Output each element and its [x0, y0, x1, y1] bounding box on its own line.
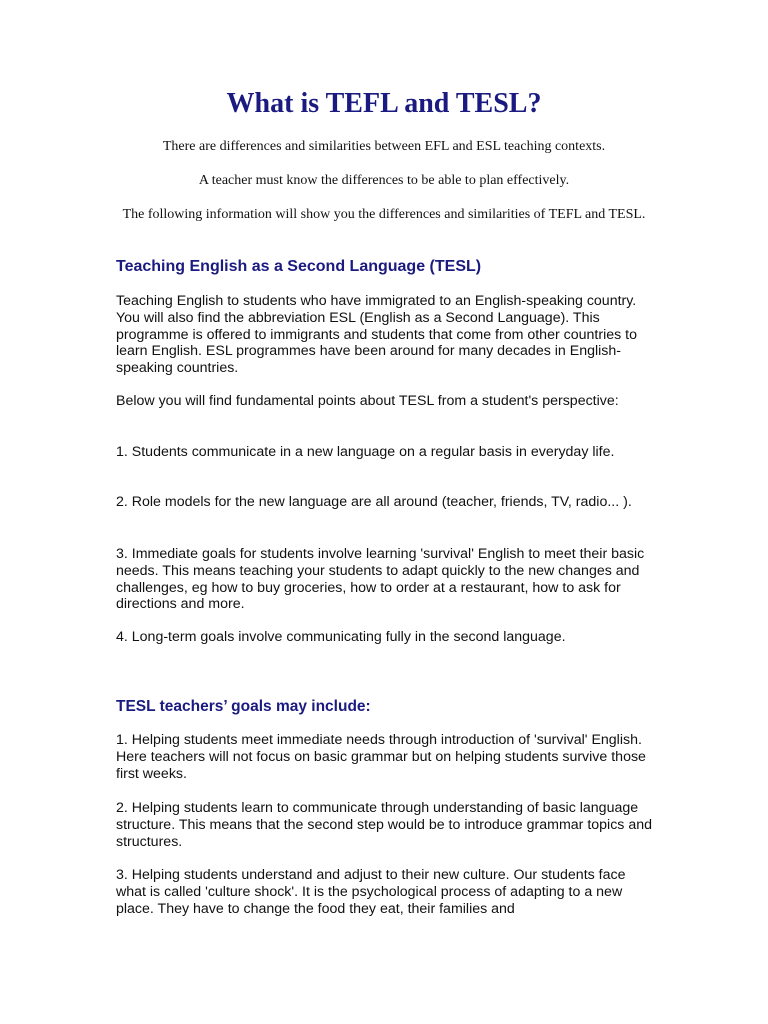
list-item-goal-3: 3. Helping students understand and adjust to their new culture. Our students face what is called 'culture shock'. It is the psychological process of adapting to a new place. They have to change the food they eat, their families and — [116, 867, 626, 917]
section-heading-tesl: Teaching English as a Second Language (TESL) — [116, 258, 482, 275]
list-item-goal-2: 2. Helping students learn to communicate through understanding of basic language structure. This means that the second step would be to introduce grammar topics and structures. — [116, 800, 652, 850]
intro-line-2: A teacher must know the differences to be able to plan effectively. — [198, 173, 570, 188]
list-item-point-1: 1. Students communicate in a new language on a regular basis in everyday life. — [116, 444, 615, 460]
list-item-point-3: 3. Immediate goals for students involve learning 'survival' English to meet their basic needs. This means teaching your students to adapt quickly to the new changes and challenges, eg how to buy groceries, how to order at a restaurant, how to ask for directions and more. — [116, 546, 645, 613]
list-item-goal-1: 1. Helping students meet immediate needs through introduction of 'survival' English. Here teachers will not focus on basic grammar but on helping students survive those first weeks. — [116, 732, 646, 782]
intro-line-3: The following information will show you the differences and similarities of TEFL and TESL. — [122, 207, 646, 222]
section-heading-teacher-goals: TESL teachers’ goals may include: — [116, 698, 371, 715]
paragraph-tesl-points-intro: Below you will find fundamental points about TESL from a student's perspective: — [116, 393, 619, 409]
page-title: What is TEFL and TESL? — [226, 88, 542, 119]
list-item-point-2: 2. Role models for the new language are all around (teacher, friends, TV, radio... ). — [116, 494, 632, 510]
intro-line-1: There are differences and similarities between EFL and ESL teaching contexts. — [162, 139, 606, 154]
paragraph-tesl-definition: Teaching English to students who have immigrated to an English-speaking country. You will also find the abbreviation ESL (English as a Second Language). This programme is offered to immigrants and students that come from other countries to learn English. ESL programmes have been around for many decades in English-speaking countries. — [116, 293, 637, 377]
list-item-point-4: 4. Long-term goals involve communicating fully in the second language. — [116, 629, 566, 645]
